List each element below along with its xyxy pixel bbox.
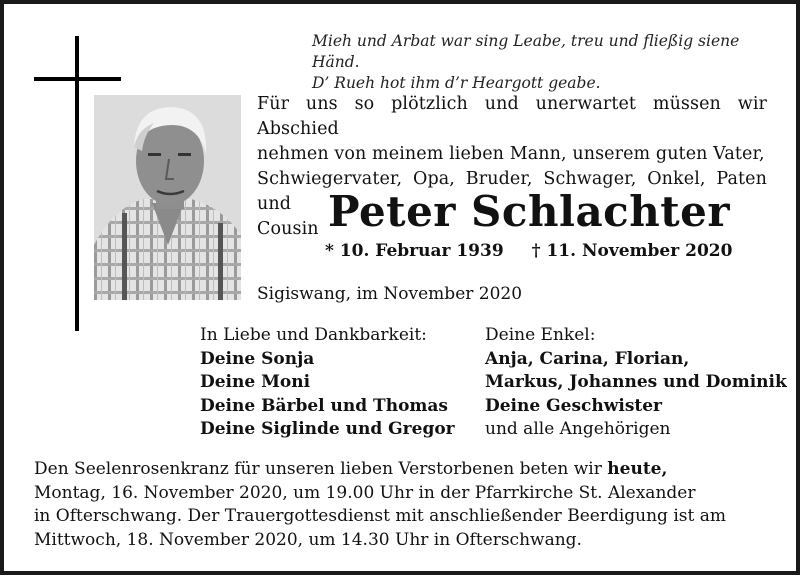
- mourner-name: Anja, Carina, Florian,: [485, 348, 690, 369]
- mourner-name: Markus, Johannes und Dominik: [485, 372, 787, 392]
- footer-line-4: Mittwoch, 18. November 2020, um 14.30 Uhr in Ofterschwang.: [34, 529, 582, 550]
- place-and-date: Sigiswang, im November 2020: [257, 284, 523, 304]
- mourner-name: Deine Geschwister: [485, 395, 663, 416]
- footer-line-1-emphasis: heute,: [607, 459, 668, 479]
- mourners-right-column: [485, 324, 787, 442]
- intro-line-1: Für uns so plötzlich und unerwartet müssen wir Abschied: [257, 94, 767, 139]
- mourner-name: Deine Moni: [200, 372, 311, 392]
- footer-line-2: Montag, 16. November 2020, um 19.00 Uhr in der Pfarrkirche St. Alexander: [34, 482, 696, 503]
- deceased-name: Peter Schlachter: [328, 187, 731, 236]
- mourners-closing: und alle Angehörigen: [485, 419, 671, 439]
- mourners-left-column: [200, 324, 455, 442]
- motto-verse: [312, 31, 772, 94]
- motto-line-1: Mieh und Arbat war sing Leabe, treu und fließig siene Händ.: [312, 32, 740, 71]
- birth-date: * 10. Februar 1939: [325, 241, 504, 261]
- mourner-name: Deine Sonja: [200, 348, 315, 369]
- death-date: † 11. November 2020: [531, 241, 733, 261]
- service-announcement: [34, 458, 774, 552]
- intro-line-3: Schwiegervater, Opa, Bruder, Schwager, Onkel, Paten und: [257, 169, 767, 214]
- mourners-left-heading: In Liebe und Dankbarkeit:: [200, 325, 427, 345]
- motto-line-2: D’ Rueh hot ihm d’r Heargott geabe.: [312, 74, 601, 92]
- intro-line-4: Cousin: [257, 219, 319, 239]
- footer-line-3: in Ofterschwang. Der Trauergottesdienst mit anschließender Beerdigung ist am: [34, 506, 726, 526]
- mourners-right-heading: Deine Enkel:: [485, 325, 596, 345]
- portrait-photo: [94, 95, 241, 300]
- mourner-name: Deine Siglinde und Gregor: [200, 419, 455, 439]
- life-dates: [325, 241, 732, 261]
- footer-line-1: [34, 458, 774, 482]
- footer-line-1-text: Den Seelenrosenkranz für unseren lieben Verstorbenen beten wir: [34, 459, 608, 479]
- cross-horizontal-bar: [34, 77, 121, 81]
- mourner-name: Deine Bärbel und Thomas: [200, 395, 448, 416]
- intro-line-2: nehmen von meinem lieben Mann, unserem guten Vater,: [257, 144, 765, 164]
